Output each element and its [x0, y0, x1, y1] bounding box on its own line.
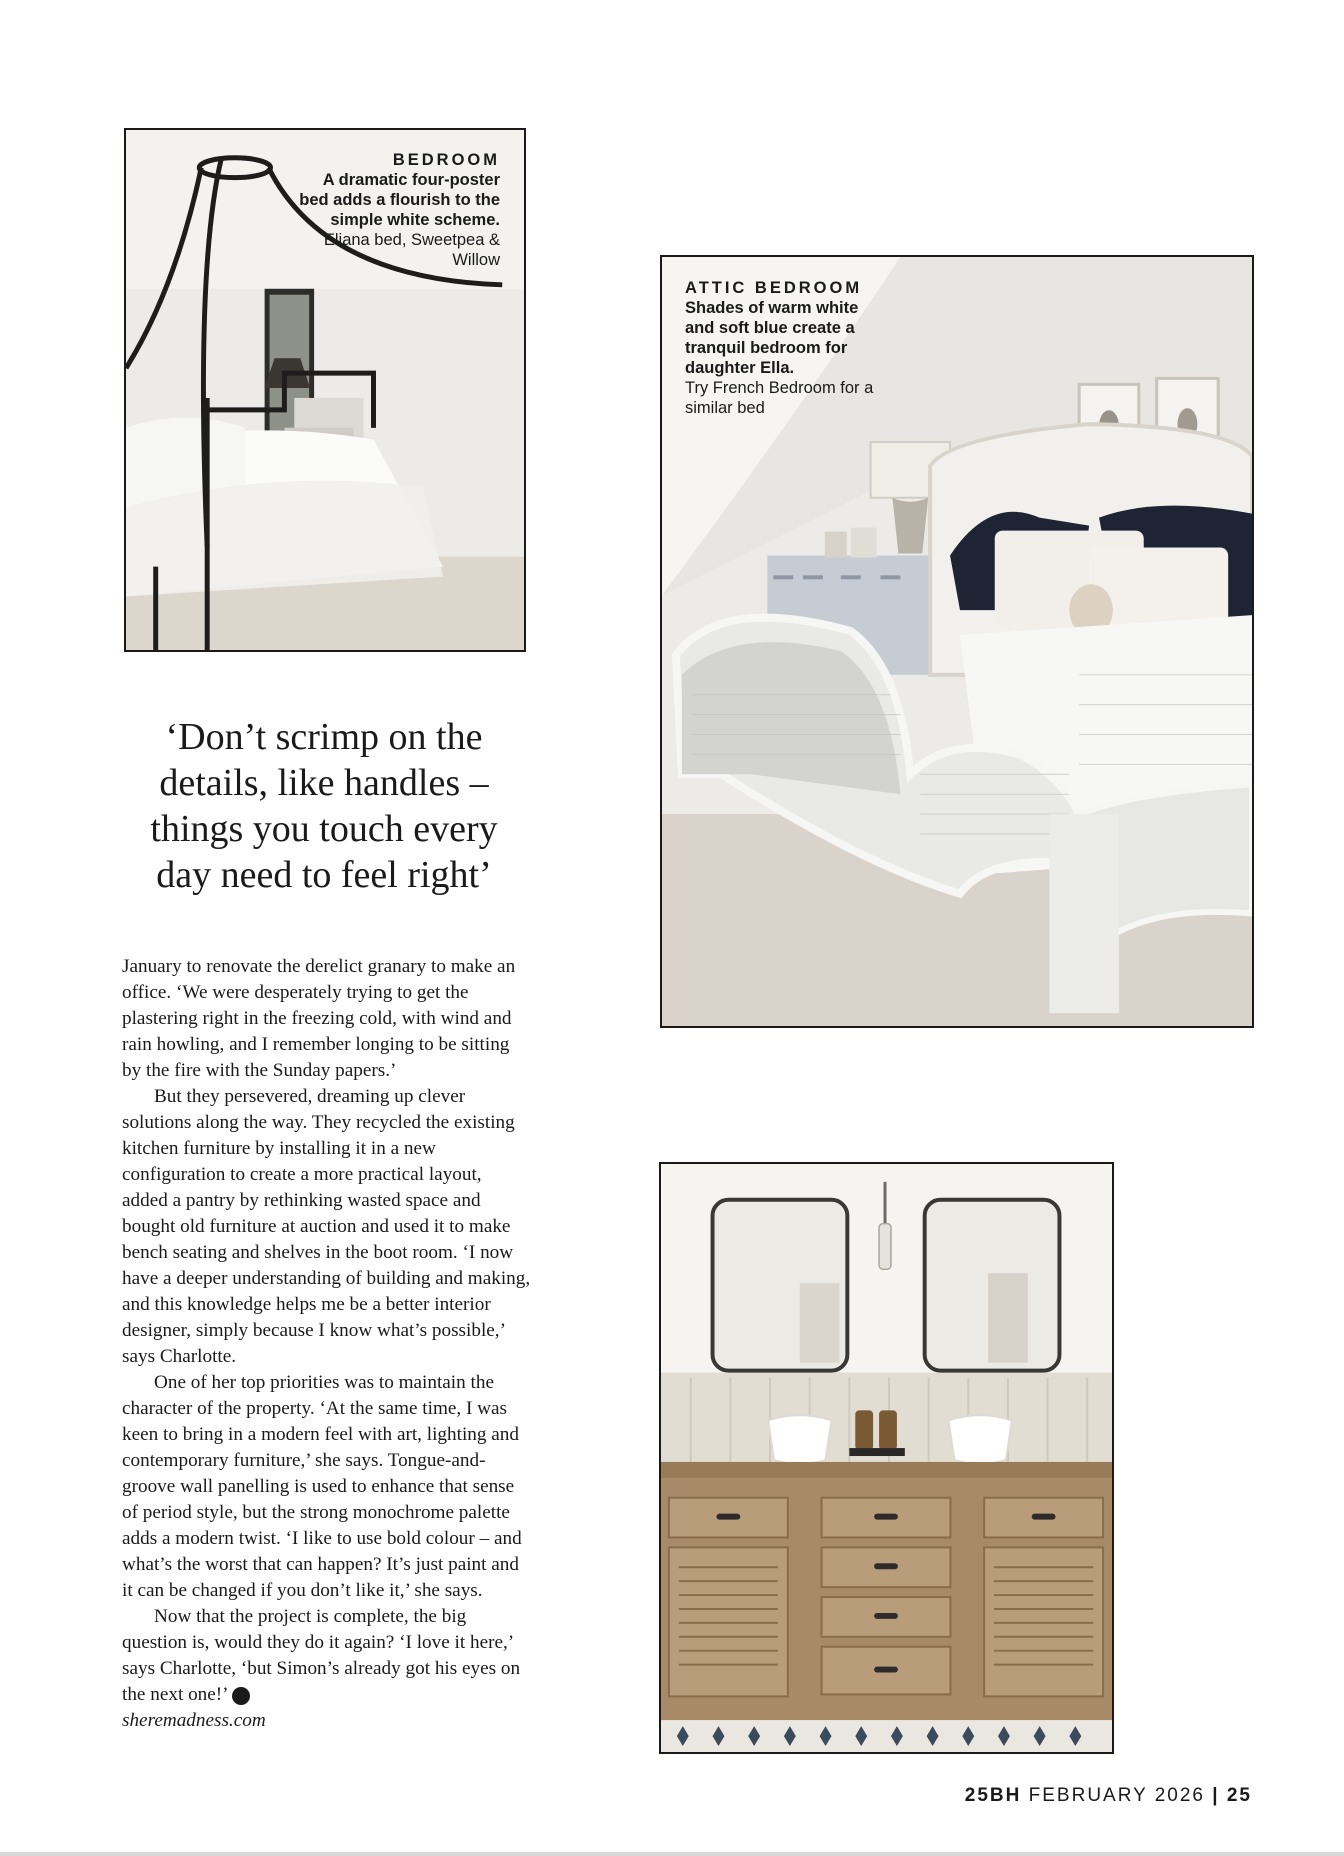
attic-bedroom-caption-label: ATTIC BEDROOM	[685, 279, 863, 297]
article-body	[122, 954, 532, 1734]
attic-bedroom-caption-credit: Try French Bedroom for a similar bed	[685, 379, 874, 417]
bedroom-caption	[290, 150, 500, 270]
folio-issue: FEBRUARY 2026	[1028, 1785, 1205, 1806]
attic-bedroom-caption	[685, 278, 885, 418]
body-paragraph-4: Now that the project is complete, the big question is, would they do it again? ‘I love it here,’ says Charlotte, ‘but Simon’s already got his eyes on the next one!’	[122, 1606, 521, 1705]
bedroom-caption-credit: Eliana bed, Sweetpea & Willow	[323, 231, 500, 269]
body-paragraph-3: One of her top priorities was to maintain the character of the property. ‘At the same time, I was keen to bring in a modern feel with art, lighting and contemporary furniture,’ she says. Tongue-and-groove wall panelling is used to enhance that sense of period style, but the strong monochrome palette adds a modern twist. ‘I like to use bold colour – and what’s the worst that can happen? It’s just paint and it can be changed if you don’t like it,’ she says.	[122, 1372, 522, 1601]
page-folio	[965, 1785, 1252, 1807]
pull-quote: ‘Don’t scrimp on the details, like handles – things you touch every day need to feel right’	[150, 716, 498, 896]
bathroom-photo-art	[661, 1164, 1112, 1752]
folio-separator: |	[1212, 1785, 1220, 1806]
folio-page-number: 25	[1226, 1785, 1252, 1806]
bedroom-caption-label: BEDROOM	[392, 151, 500, 169]
body-paragraph-2: But they persevered, dreaming up clever solutions along the way. They recycled the existing kitchen furniture by installing it in a new configuration to create a more practical layout, added a pantry by rethinking wasted space and bought old furniture at auction and used it to make bench seating and shelves in the boot room. ‘I now have a deeper understanding of building and making, and this knowledge helps me be a better interior designer, simply because I know what’s possible,’ says Charlotte.	[122, 1086, 531, 1367]
bathroom-photo	[659, 1162, 1114, 1754]
attic-bedroom-caption-headline: Shades of warm white and soft blue create a tranquil bedroom for daughter Ella.	[685, 299, 859, 377]
folio-brand: 25BH	[964, 1785, 1022, 1806]
body-paragraph-4-wrap	[122, 1604, 532, 1708]
body-paragraph-1: January to renovate the derelict granary to make an office. ‘We were desperately trying to get the plastering right in the freezing cold, with wind and rain howling, and I remember longing to be sitting by the fire with the Sunday papers.’	[122, 956, 516, 1081]
page-bottom-edge	[0, 1852, 1344, 1856]
article-end-mark-icon: 25	[232, 1687, 250, 1705]
website-link[interactable]: sheremadness.com	[122, 1710, 266, 1731]
bedroom-caption-headline: A dramatic four-poster bed adds a flourish to the simple white scheme.	[299, 171, 500, 229]
